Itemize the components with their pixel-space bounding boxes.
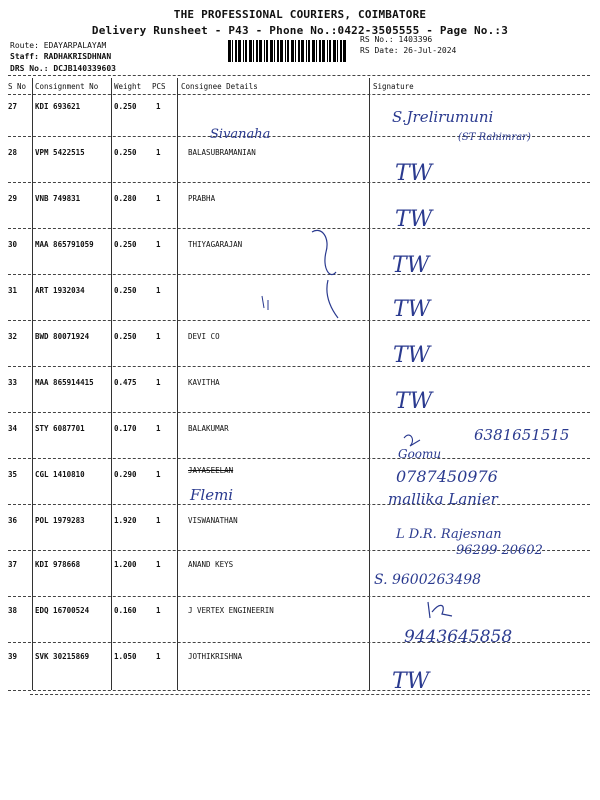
pen-scribble [262, 296, 268, 310]
pen-scribble [312, 230, 338, 318]
row-sno: 39 [8, 652, 18, 661]
row-consignment: VNB 749831 [35, 194, 81, 203]
row-sno: 33 [8, 378, 18, 387]
row-consignment: BWD 80071924 [35, 332, 90, 341]
row-pcs: 1 [156, 194, 161, 203]
row-pcs: 1 [156, 606, 161, 615]
row-consignment: MAA 865791059 [35, 240, 94, 249]
rs-number: RS No.: 1403396 [360, 35, 433, 44]
row-pcs: 1 [156, 516, 161, 525]
row-consignee: VISWANATHAN [188, 516, 238, 525]
row-consignment: POL 1979283 [35, 516, 85, 525]
rs-date: RS Date: 26-Jul-2024 [360, 46, 457, 55]
col-header-consignment: Consignment No [35, 82, 99, 91]
row-consignee: BALAKUMAR [188, 424, 229, 433]
row-consignee: J VERTEX ENGINEERIN [188, 606, 274, 615]
row-consignment: VPM 5422515 [35, 148, 85, 157]
row-weight: 0.250 [114, 148, 137, 157]
row-pcs: 1 [156, 470, 161, 479]
row-sno: 37 [8, 560, 18, 569]
row-sno: 31 [8, 286, 18, 295]
row-consignment: SVK 30215869 [35, 652, 90, 661]
row-sno: 27 [8, 102, 18, 111]
row-consignee: PRABHA [188, 194, 216, 203]
row-weight: 0.290 [114, 470, 137, 479]
handwritten-signature: S.Jrelirumuni [392, 108, 494, 126]
handwritten-phone: 96299 20602 [456, 543, 543, 558]
row-weight: 0.250 [114, 240, 137, 249]
row-pcs: 1 [156, 148, 161, 157]
row-weight: 0.250 [114, 102, 137, 111]
row-consignee: KAVITHA [188, 378, 220, 387]
handwritten-initials: TW [395, 389, 433, 414]
row-weight: 0.280 [114, 194, 137, 203]
col-header-signature: Signature [373, 82, 414, 91]
row-weight: 1.050 [114, 652, 137, 661]
row-sno: 30 [8, 240, 18, 249]
handwritten-initials: TW [395, 207, 433, 232]
row-consignee: BALASUBRAMANIAN [188, 148, 256, 157]
row-pcs: 1 [156, 560, 161, 569]
col-header-sno: S No [8, 82, 27, 91]
row-weight: 1.200 [114, 560, 137, 569]
row-pcs: 1 [156, 424, 161, 433]
row-weight: 0.160 [114, 606, 137, 615]
handwritten-initials: TW [393, 297, 431, 322]
row-consignment: MAA 865914415 [35, 378, 94, 387]
row-sno: 35 [8, 470, 18, 479]
handwritten-phone: S. 9600263498 [374, 572, 482, 588]
route-label: Route: EDAYARPALAYAM [10, 41, 107, 50]
handwritten-initials: TW [395, 161, 433, 186]
handwritten-initials: TW [392, 669, 430, 694]
runsheet-title: Delivery Runsheet - P43 - Phone No.:0422-3505555 - Page No.:3 [91, 24, 509, 37]
row-sno: 34 [8, 424, 18, 433]
row-consignment: STY 6087701 [35, 424, 85, 433]
row-pcs: 1 [156, 240, 161, 249]
handwritten-consignee: Sivanaha [210, 127, 271, 142]
row-sno: 28 [8, 148, 18, 157]
row-pcs: 1 [156, 652, 161, 661]
handwritten-consignee: Flemi [190, 486, 234, 504]
col-header-weight: Weight [114, 82, 142, 91]
col-header-pcs: PCS [152, 82, 166, 91]
footer-rule [30, 694, 590, 695]
handwritten-initials: TW [392, 253, 430, 278]
col-header-consignee: Consignee Details [181, 82, 258, 91]
row-consignment: CGL 1410810 [35, 470, 85, 479]
row-weight: 0.250 [114, 332, 137, 341]
pen-scribble [428, 602, 452, 618]
row-weight: 1.920 [114, 516, 137, 525]
row-sno: 38 [8, 606, 18, 615]
staff-label: Staff: RADHAKRISDHNAN [10, 52, 112, 61]
handwritten-phone: 9443645858 [404, 627, 513, 647]
row-weight: 0.250 [114, 286, 137, 295]
drs-number: DRS No.: DCJB140339603 [10, 64, 116, 73]
handwritten-signature: mallika Lanier [388, 490, 498, 508]
handwritten-signature: L D.R. Rajesnan [396, 527, 502, 542]
row-consignee: ANAND KEYS [188, 560, 234, 569]
row-weight: 0.170 [114, 424, 137, 433]
row-pcs: 1 [156, 378, 161, 387]
row-consignment: KDI 978668 [35, 560, 81, 569]
row-consignee: JOTHIKRISHNA [188, 652, 243, 661]
row-consignment: KDI 693621 [35, 102, 81, 111]
row-pcs: 1 [156, 286, 161, 295]
row-pcs: 1 [156, 332, 161, 341]
handwritten-initials: TW [393, 343, 431, 368]
handwritten-signature: Goomu [398, 447, 442, 461]
row-weight: 0.475 [114, 378, 137, 387]
row-consignee: JAYASEELAN [188, 466, 234, 475]
pen-scribble [404, 435, 420, 446]
row-pcs: 1 [156, 102, 161, 111]
handwritten-phone: 6381651515 [474, 426, 570, 444]
company-name: THE PROFESSIONAL COURIERS, COIMBATORE [173, 8, 427, 21]
row-consignee: DEVI CO [188, 332, 220, 341]
handwritten-signature: (ST Rahimrar) [458, 132, 531, 143]
row-sno: 32 [8, 332, 18, 341]
row-consignment: EDQ 16700524 [35, 606, 90, 615]
row-consignment: ART 1932034 [35, 286, 85, 295]
row-sno: 36 [8, 516, 18, 525]
handwritten-phone: 0787450976 [396, 467, 498, 486]
row-consignee: THIYAGARAJAN [188, 240, 243, 249]
row-sno: 29 [8, 194, 18, 203]
